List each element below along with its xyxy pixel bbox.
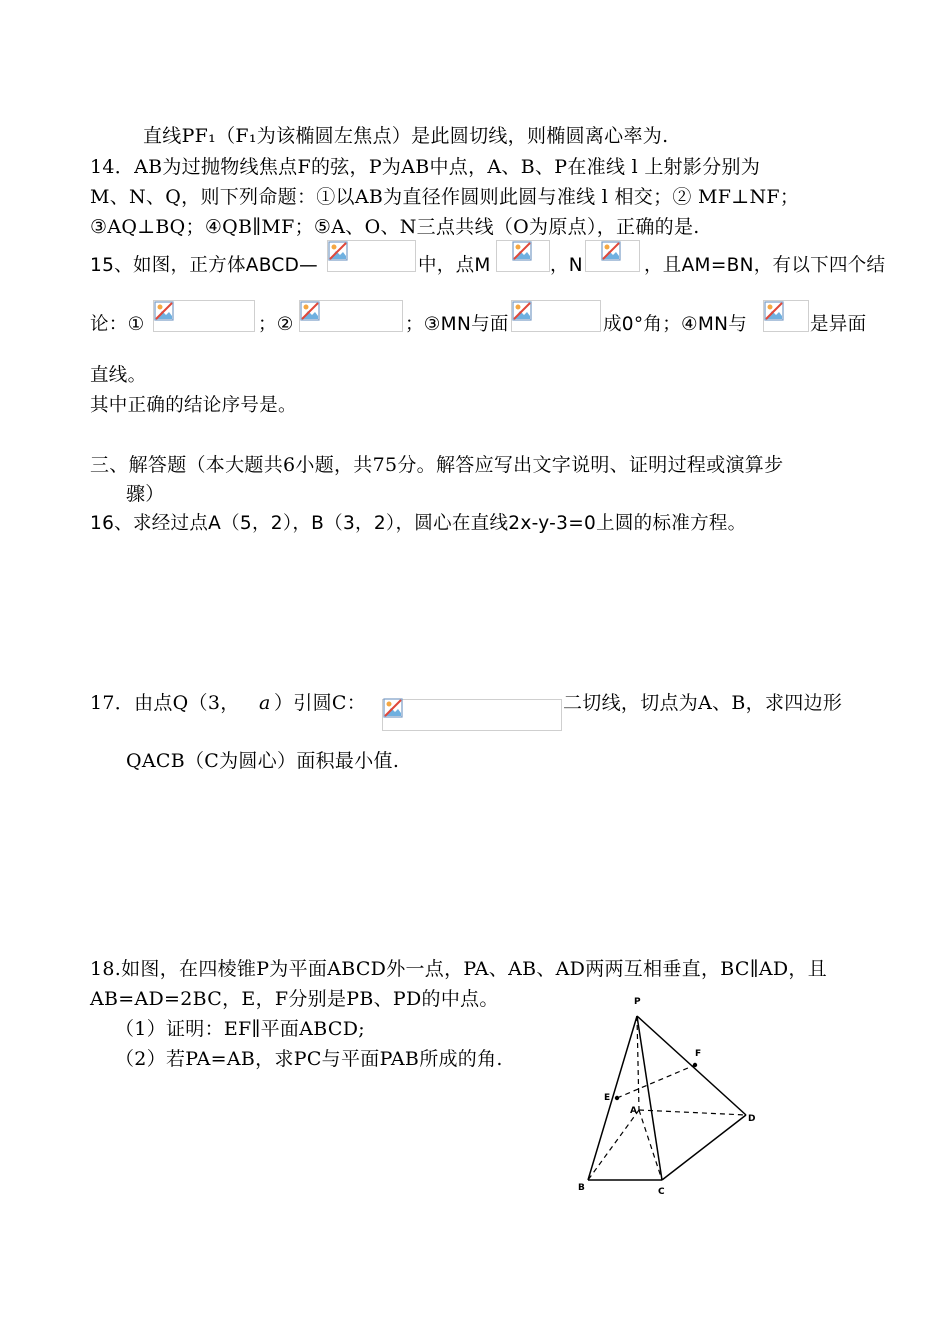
point-e: [615, 1096, 619, 1100]
question-14-line-1: 14．AB为过抛物线焦点F的弦，P为AB中点，A、B、P在准线 l 上射影分别为: [90, 156, 761, 178]
edge-cd: [662, 1115, 746, 1180]
question-18-line-1: 18.如图，在四棱锥P为平面ABCD外一点，PA、AB、AD两两互相垂直，BC∥AD，且: [90, 958, 827, 980]
question-18-line-2: AB=AD=2BC，E，F分别是PB、PD的中点。: [90, 988, 499, 1010]
question-17-text-a: 17．由点Q（3，: [90, 692, 240, 714]
segment-ac: [639, 1110, 662, 1180]
question-15-text-e: 论：①: [90, 314, 145, 335]
question-15-text-j: 直线。: [90, 365, 147, 386]
label-e: E: [604, 1093, 611, 1103]
broken-image-icon: [154, 301, 174, 321]
formula-image-m: [496, 240, 550, 272]
question-15-text-g: ；③MN与面: [405, 314, 509, 335]
question-15-text-i: 是异面: [810, 314, 867, 335]
edge-pb: [588, 1016, 637, 1180]
variable-a: a: [259, 692, 271, 714]
broken-image-icon: [328, 241, 348, 261]
question-18-part-2: （2）若PA=AB，求PC与平面PAB所成的角.: [115, 1048, 503, 1070]
question-14-line-3: ③AQ⊥BQ；④QB∥MF；⑤A、O、N三点共线（O为原点），正确的是.: [90, 216, 700, 238]
point-f: [693, 1063, 697, 1067]
broken-image-icon: [383, 698, 403, 718]
question-15-text-c: ，N: [550, 255, 583, 276]
broken-image-icon: [764, 301, 784, 321]
formula-image-4: [763, 300, 809, 332]
question-15-text-a: 15、如图，正方体ABCD—: [90, 255, 318, 276]
broken-image-icon: [512, 301, 532, 321]
text-line-1: 直线PF₁（F₁为该椭圆左焦点）是此圆切线，则椭圆离心率为.: [143, 125, 669, 147]
broken-image-icon: [512, 241, 532, 261]
question-16: 16、求经过点A（5，2），B（3，2），圆心在直线2x-y-3=0上圆的标准方程。: [90, 513, 747, 534]
label-p: P: [634, 997, 641, 1007]
question-17-variable-a: [259, 690, 271, 716]
section-3-heading-cont: 骤）: [126, 483, 165, 505]
formula-image-2: [299, 300, 403, 332]
edge-ad: [639, 1110, 746, 1115]
formula-image-3: [511, 300, 601, 332]
question-17-text-c: 二切线，切点为A、B，求四边形: [563, 692, 843, 714]
question-15-text-h: 成0°角；④MN与: [603, 314, 748, 335]
question-15-answer-prompt: 其中正确的结论序号是。: [90, 395, 297, 416]
question-15-text-f: ；②: [258, 314, 294, 335]
question-15-text-b: 中，点M: [418, 255, 491, 276]
formula-image-circle: [382, 699, 562, 731]
question-17-text-b: ）引圆C：: [274, 692, 367, 714]
question-15-text-d: ，且AM=BN，有以下四个结: [644, 255, 886, 276]
pyramid-figure: [570, 990, 770, 1200]
edge-pd: [637, 1016, 746, 1115]
edge-ab: [588, 1110, 639, 1180]
label-a: A: [630, 1106, 637, 1116]
question-17-text-d: QACB（C为圆心）面积最小值.: [126, 750, 400, 772]
edge-pc: [637, 1016, 662, 1180]
label-d: D: [748, 1114, 756, 1124]
broken-image-icon: [300, 301, 320, 321]
formula-image-n: [585, 240, 640, 272]
label-c: C: [658, 1187, 665, 1197]
label-b: B: [578, 1183, 585, 1193]
section-3-heading: 三、解答题（本大题共6小题，共75分。解答应写出文字说明、证明过程或演算步: [90, 454, 784, 476]
segment-ef: [617, 1065, 695, 1098]
question-18-part-1: （1）证明：EF∥平面ABCD;: [115, 1018, 365, 1040]
formula-image-1: [153, 300, 255, 332]
formula-image-cube: [327, 240, 416, 272]
label-f: F: [695, 1049, 702, 1059]
question-14-line-2: M、N、Q，则下列命题：①以AB为直径作圆则此圆与准线 l 相交；② MF⊥NF；: [90, 186, 800, 208]
broken-image-icon: [601, 241, 621, 261]
